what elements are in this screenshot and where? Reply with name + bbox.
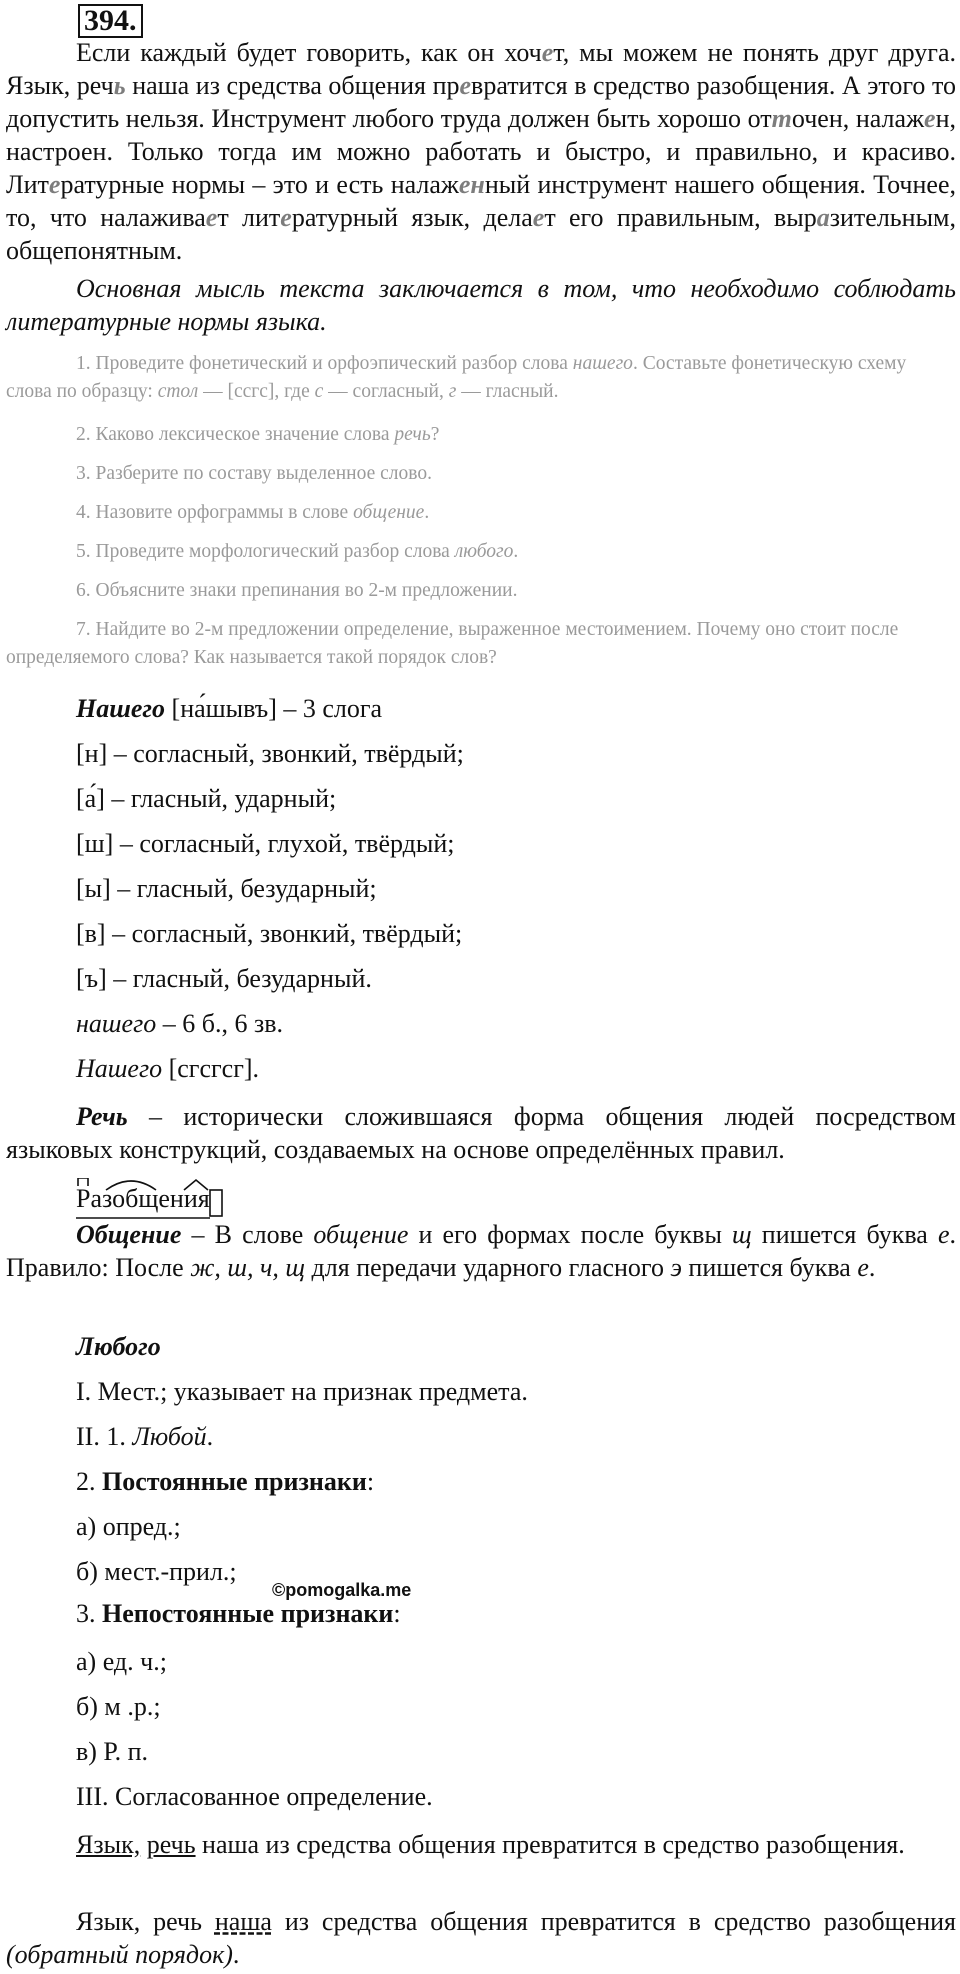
- main-text: Если каждый будет говорить, как он хочет, мы можем не понять друг друга. Язык, речь наша из средства общения превратится в средство разобщения. А этого то допустить нельзя. Инструмент любого труда должен быть хорошо отточен, налажен, настроен. Только тогда им можно работать и быстро, и правильно, и красиво. Литературные нормы – это и есть налаженный инструмент нашего общения. Точнее, то, что налаживает литературный язык, делает его правильным, выразительным, общепонятным.: [6, 38, 956, 265]
- morph-line: б) м .р.;: [76, 1692, 161, 1721]
- task-7: 7. Найдите во 2-м предложении определение, выраженное местоимением. Почему оно стоит после определяемого слова? Как называется такой порядок слов?: [6, 619, 899, 668]
- morph-analysis-word: [76, 1178, 210, 1214]
- phonetic-count: нашего – 6 б., 6 зв.: [76, 1009, 283, 1038]
- sentence-analysis-1: Язык, речь наша из средства общения превратится в средство разобщения.: [76, 1830, 905, 1859]
- exercise-number: 394.: [78, 4, 143, 38]
- task-2: 2. Каково лексическое значение слова речь?: [76, 424, 440, 445]
- phonetic-line: [н] – согласный, звонкий, твёрдый;: [76, 739, 464, 768]
- phonetic-scheme: Нашего [сгсгсг].: [76, 1054, 260, 1083]
- root-mark: [106, 1181, 156, 1190]
- phonetic-line: [ъ] – гласный, безударный.: [76, 964, 372, 993]
- watermark: ©pomogalka.me: [272, 1580, 412, 1600]
- task-3: 3. Разберите по составу выделенное слово.: [76, 463, 432, 484]
- task-6: 6. Объясните знаки препинания во 2-м предложении.: [76, 580, 518, 601]
- task-5: 5. Проведите морфологический разбор слова любого.: [76, 541, 519, 562]
- phonetic-line: [а́] – гласный, ударный;: [76, 784, 337, 813]
- morph-word: Разобщения: [76, 1184, 210, 1213]
- lyubogo-title: Любого: [76, 1332, 161, 1361]
- morph-line: б) мест.-прил.;: [76, 1557, 237, 1586]
- morph-line: а) ед. ч.;: [76, 1647, 167, 1676]
- task-4: 4. Назовите орфограммы в слове общение.: [76, 502, 430, 523]
- phonetic-heading: Нашего [на́шывъ] – 3 слога: [76, 694, 383, 723]
- morph-line: 2. Постоянные признаки:: [76, 1467, 375, 1496]
- main-thought: Основная мысль текста заключается в том, что необходимо соблюдать литературные нормы языка.: [6, 274, 956, 336]
- rech-definition: Речь – исторически сложившаяся форма общения людей посредством языковых конструкций, создаваемых на основе определённых правил.: [6, 1102, 956, 1164]
- phonetic-line: [ы] – гласный, безударный;: [76, 874, 377, 903]
- morph-line: а) опред.;: [76, 1512, 181, 1541]
- morph-line: II. 1. Любой.: [76, 1422, 214, 1451]
- phonetic-line: [в] – согласный, звонкий, твёрдый;: [76, 919, 463, 948]
- morph-marks: [76, 1178, 226, 1222]
- morph-line: в) Р. п.: [76, 1737, 149, 1766]
- sentence-analysis-2: Язык, речь наша из средства общения превратится в средство разобщения (обратный порядок).: [6, 1907, 956, 1969]
- morph-line: III. Согласованное определение.: [76, 1782, 433, 1811]
- morph-line: I. Мест.; указывает на признак предмета.: [76, 1377, 528, 1406]
- morph-line: 3. Непостоянные признаки:: [76, 1599, 401, 1628]
- suffix-mark: [184, 1180, 208, 1190]
- prefix-mark: [78, 1178, 88, 1186]
- phonetic-line: [ш] – согласный, глухой, твёрдый;: [76, 829, 455, 858]
- obshchenie-rule: Общение – В слове общение и его формах после буквы щ пишется буква е. Правило: После ж, ш, ч, щ для передачи ударного гласного э пишется буква е.: [6, 1220, 956, 1282]
- task-1: 1. Проведите фонетический и орфоэпический разбор слова нашего. Составьте фонетическую схему слова по образцу: стол — [ссгс], где с — согласный, г — гласный.: [6, 353, 907, 402]
- ending-mark: [210, 1190, 222, 1216]
